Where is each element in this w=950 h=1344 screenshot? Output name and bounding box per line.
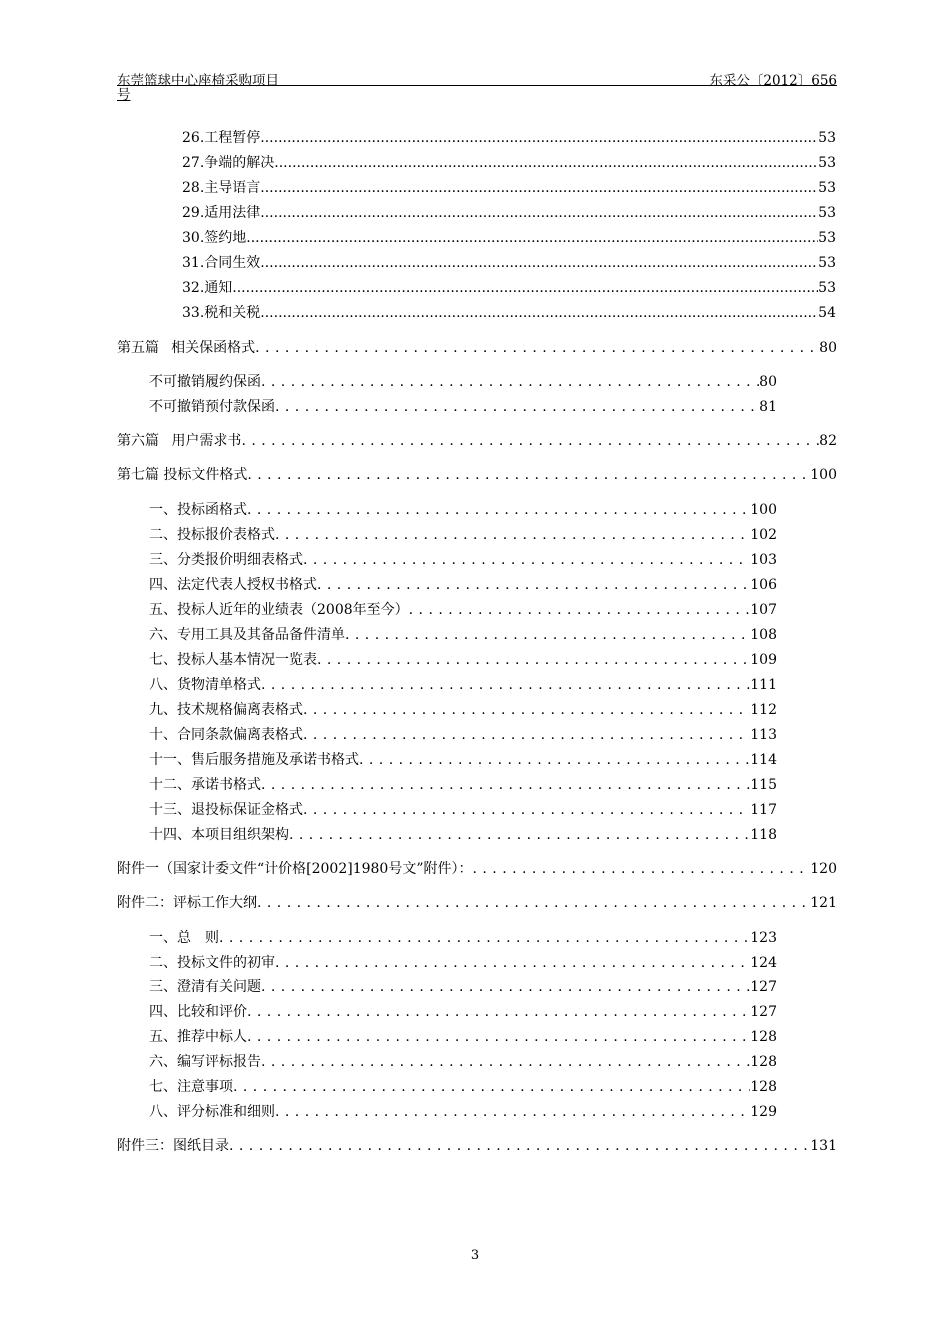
toc-page: 53 [818,180,836,196]
toc-page: 106 [750,577,777,593]
toc-label: 五、推荐中标人 [149,1029,247,1045]
toc-page: 114 [750,752,777,768]
toc-page: 131 [810,1138,837,1154]
toc-page: 111 [750,677,777,693]
toc-page: 123 [750,930,777,946]
toc-annex-heading[interactable] [117,1136,837,1156]
toc-part-heading[interactable] [117,431,837,451]
toc-page: 80 [819,340,837,356]
header-doc-number: 东采公〔2012〕656 [709,73,837,89]
toc-leader [260,303,818,323]
toc-entry[interactable] [149,750,777,770]
toc-page: 128 [750,1079,777,1095]
toc-entry[interactable] [149,550,777,570]
toc-page: 53 [818,130,836,146]
toc-leader [275,1102,750,1122]
toc-entry[interactable] [182,203,836,223]
toc-page: 82 [819,433,837,449]
toc-number: 31. [182,255,205,271]
toc-leader [261,1052,750,1072]
toc-label: 附件二：评标工作大纲 [117,895,257,911]
toc-entry[interactable] [149,1027,777,1047]
toc-annex-heading[interactable] [117,893,837,913]
toc-entry[interactable] [149,600,777,620]
toc-label: 签约地 [204,230,247,246]
toc-page: 124 [750,955,777,971]
toc-part-prefix: 第五篇 [117,340,159,356]
toc-label: 六、专用工具及其备品备件清单 [149,627,345,643]
toc-page: 127 [750,1004,777,1020]
toc-page: 107 [750,602,777,618]
toc-entry[interactable] [149,775,777,795]
toc-label: 一、总 则 [149,930,219,946]
toc-leader [303,550,750,570]
toc-label: 十、合同条款偏离表格式 [149,727,303,743]
toc-number: 28. [182,180,205,196]
toc-leader [232,278,818,298]
toc-label: 八、评分标准和细则 [149,1104,275,1120]
toc-leader [303,700,750,720]
toc-leader [289,825,750,845]
toc-leader [359,750,750,770]
toc-number: 30. [182,230,205,246]
toc-label: 主导语言 [204,180,261,196]
toc-entry[interactable] [182,303,836,323]
toc-part-prefix: 第七篇 [117,467,159,483]
toc-page: 102 [750,527,777,543]
toc-page: 121 [810,895,837,911]
toc-label: 二、投标报价表格式 [149,527,275,543]
toc-leader [257,893,810,913]
toc-page: 129 [750,1104,777,1120]
toc-leader [241,431,819,451]
toc-label: 适用法律 [204,205,261,221]
toc-leader [255,338,819,358]
toc-entry[interactable] [149,372,777,392]
toc-leader [275,525,750,545]
toc-label: 九、技术规格偏离表格式 [149,702,303,718]
toc-label: 一、投标函格式 [149,502,247,518]
toc-number: 32. [182,280,205,296]
toc-entry[interactable] [149,397,777,417]
toc-annex-heading[interactable] [117,859,837,879]
toc-label: 不可撤销预付款保函 [149,399,275,415]
toc-leader [247,500,750,520]
toc-page: 109 [750,652,777,668]
toc-page: 113 [750,727,777,743]
toc-leader [317,650,750,670]
toc-label: 四、比较和评价 [149,1004,247,1020]
toc-page: 115 [750,777,777,793]
toc-leader [275,953,750,973]
toc-leader [260,128,818,148]
toc-label: 五、投标人近年的业绩表（2008年至今） [149,602,409,618]
toc-entry[interactable] [149,800,777,820]
toc-leader [247,465,810,485]
toc-page: 108 [750,627,777,643]
toc-leader [246,228,818,248]
toc-leader [261,372,759,392]
toc-leader [247,1027,750,1047]
toc-page: 127 [750,979,777,995]
toc-page: 53 [818,155,836,171]
toc-label: 合同生效 [204,255,261,271]
toc-entry[interactable] [149,977,777,997]
toc-label: 七、投标人基本情况一览表 [149,652,317,668]
toc-label: 附件三：图纸目录 [117,1138,229,1154]
toc-page: 103 [750,552,777,568]
toc-label: 三、澄清有关问题 [149,979,261,995]
toc-leader [345,625,750,645]
toc-label: 附件一（国家计委文件“计价格[2002]1980号文”附件）： [117,861,473,877]
toc-label: 相关保函格式 [171,340,256,356]
toc-entry[interactable] [182,253,836,273]
toc-entry[interactable] [149,953,777,973]
toc-page: 53 [818,230,836,246]
toc-label: 工程暂停 [204,130,261,146]
toc-label: 税和关税 [204,305,261,321]
toc-leader [473,859,811,879]
toc-label: 十一、售后服务措施及承诺书格式 [149,752,359,768]
toc-leader [233,1077,750,1097]
toc-entry[interactable] [149,675,777,695]
toc-page: 53 [818,280,836,296]
toc-leader [260,253,818,273]
toc-leader [247,1002,750,1022]
toc-entry[interactable] [149,1002,777,1022]
toc-entry[interactable] [149,725,777,745]
toc-part-prefix: 第六篇 [117,433,159,449]
toc-page: 100 [810,467,837,483]
toc-entry[interactable] [149,650,777,670]
toc-entry[interactable] [149,700,777,720]
toc-label: 十二、承诺书格式 [149,777,261,793]
toc-entry[interactable] [149,825,777,845]
toc-page: 80 [759,374,777,390]
toc-entry[interactable] [182,153,836,173]
toc-number: 27. [182,155,205,171]
toc-leader [409,600,751,620]
toc-page: 120 [810,861,837,877]
toc-number: 29. [182,205,205,221]
toc-page: 128 [750,1029,777,1045]
toc-leader [229,1136,810,1156]
toc-entry[interactable] [182,178,836,198]
toc-leader [303,725,750,745]
toc-part-heading[interactable] [117,465,837,485]
toc-number: 33. [182,305,205,321]
toc-leader [260,203,818,223]
toc-entry[interactable] [182,278,836,298]
toc-leader [274,153,818,173]
toc-leader [261,675,750,695]
toc-entry[interactable] [182,128,836,148]
toc-entry[interactable] [149,1052,777,1072]
toc-label: 争端的解决 [204,155,275,171]
page-header [117,69,837,104]
header-title: 东莞篮球中心座椅采购项目 [117,73,279,89]
toc-entry[interactable] [149,928,777,948]
toc-page: 118 [750,827,777,843]
toc-label: 三、分类报价明细表格式 [149,552,303,568]
header-doc-number-continued: 号 [117,87,131,103]
toc-part-heading[interactable] [117,338,837,358]
toc-number: 26. [182,130,205,146]
toc-label: 不可撤销履约保函 [149,374,261,390]
toc-page: 112 [750,702,777,718]
toc-label: 通知 [204,280,233,296]
toc-label: 七、注意事项 [149,1079,233,1095]
toc-label: 投标文件格式 [163,467,248,483]
toc-entry[interactable] [149,575,777,595]
toc-entry[interactable] [149,525,777,545]
toc-leader [303,800,750,820]
toc-label: 二、投标文件的初审 [149,955,275,971]
toc-label: 八、货物清单格式 [149,677,261,693]
toc-leader [261,775,750,795]
toc-entry[interactable] [149,1102,777,1122]
toc-entry[interactable] [149,625,777,645]
toc-label: 用户需求书 [171,433,242,449]
toc-label: 十三、退投标保证金格式 [149,802,303,818]
toc-label: 六、编写评标报告 [149,1054,261,1070]
toc-leader [317,575,750,595]
toc-page: 54 [818,305,836,321]
toc-page: 53 [818,255,836,271]
toc-entry[interactable] [149,1077,777,1097]
toc-page: 128 [750,1054,777,1070]
toc-page: 100 [750,502,777,518]
toc-entry[interactable] [149,500,777,520]
toc-page: 117 [750,802,777,818]
toc-leader [260,178,818,198]
toc-leader [261,977,750,997]
toc-entry[interactable] [182,228,836,248]
toc-page: 81 [759,399,777,415]
toc-leader [219,928,750,948]
toc-leader [275,397,759,417]
toc-label: 十四、本项目组织架构 [149,827,289,843]
page-number: 3 [470,1248,480,1263]
toc-label: 四、法定代表人授权书格式 [149,577,317,593]
toc-page: 53 [818,205,836,221]
